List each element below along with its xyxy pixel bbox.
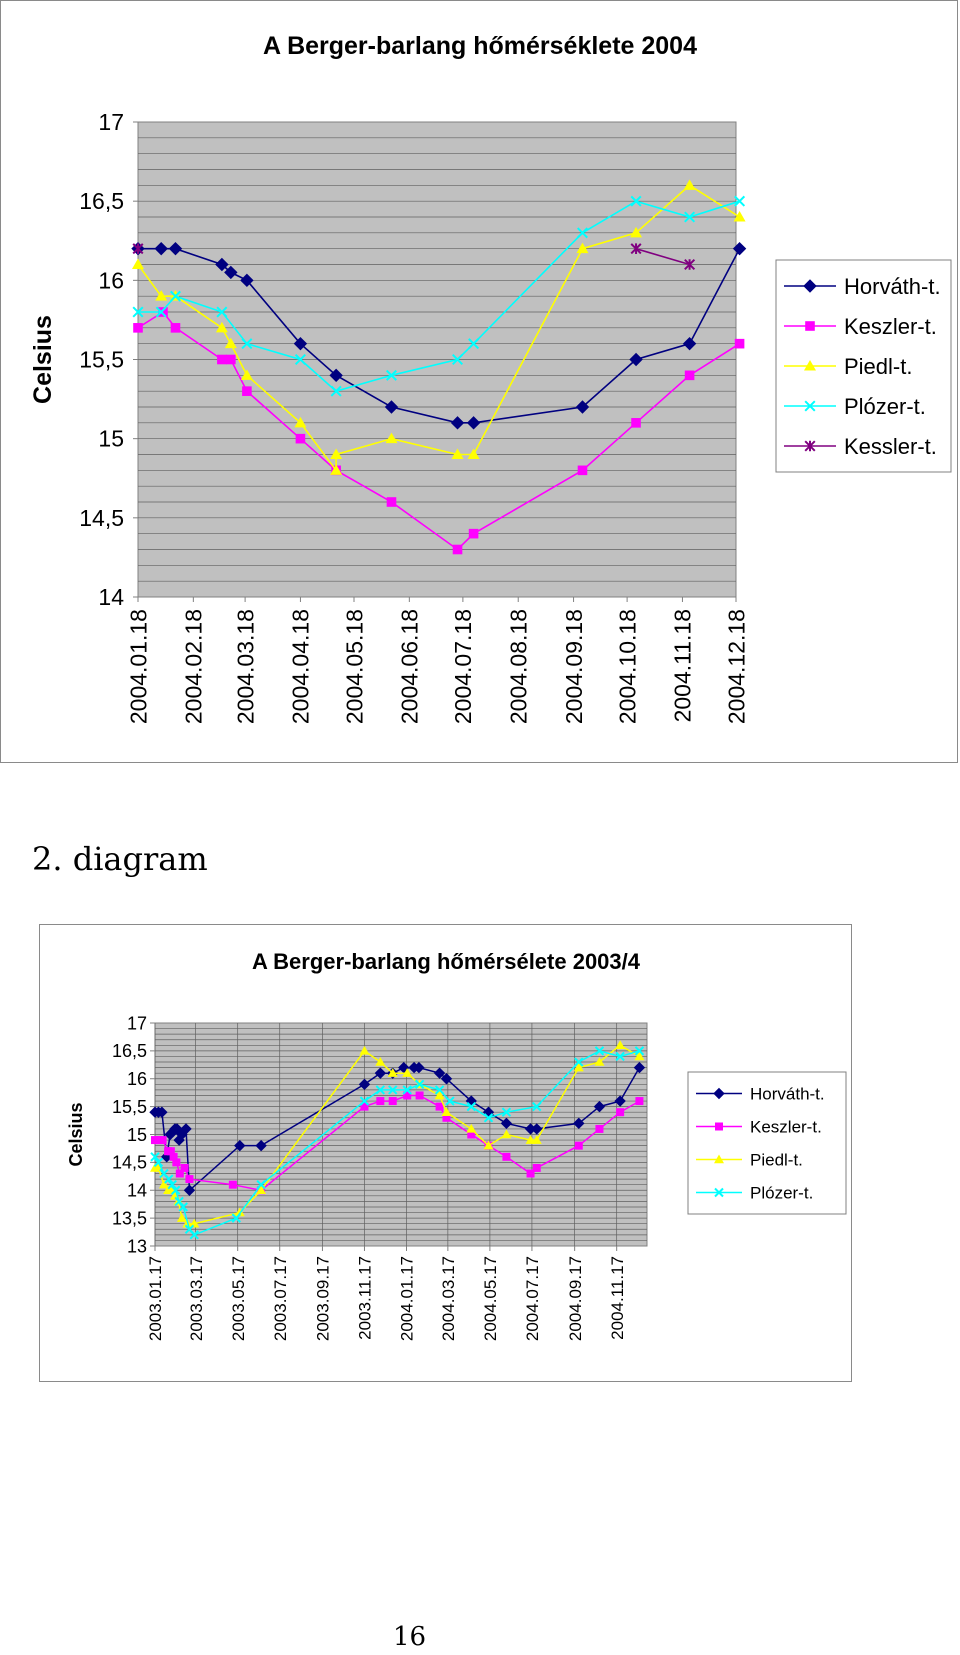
x-tick-label: 2004.09.18 — [560, 609, 587, 725]
data-point — [172, 1158, 180, 1166]
x-tick-label: 2004.07.18 — [450, 609, 477, 725]
y-tick-label: 14,5 — [79, 504, 124, 531]
data-point — [631, 418, 641, 428]
data-point — [171, 323, 181, 333]
x-tick-label: 2003.11.17 — [355, 1256, 375, 1340]
x-tick-label: 2004.11.17 — [607, 1256, 627, 1340]
data-point — [685, 371, 695, 381]
chart-title: A Berger-barlang hőmérséklete 2004 — [263, 32, 697, 60]
data-point — [469, 529, 479, 539]
y-tick-label: 16 — [98, 267, 124, 294]
legend-label: Kessler-t. — [844, 433, 937, 459]
chart-title: A Berger-barlang hőmérsélete 2003/4 — [251, 949, 641, 974]
x-tick-label: 2004.08.18 — [505, 609, 532, 725]
x-axis — [125, 597, 749, 724]
x-tick-label: 2003.05.17 — [228, 1256, 248, 1342]
y-tick-label: 15 — [98, 425, 124, 452]
page-number: 16 — [393, 1622, 427, 1652]
legend — [688, 1072, 846, 1214]
legend-label: Horváth-t. — [750, 1084, 825, 1104]
x-tick-label: 2004.03.17 — [438, 1256, 458, 1342]
data-point — [416, 1091, 424, 1099]
x-tick-label: 2004.12.18 — [723, 609, 750, 725]
legend-label: Horváth-t. — [844, 273, 941, 299]
data-point — [296, 434, 306, 444]
y-tick-label: 16 — [126, 1069, 147, 1090]
legend-label: Keszler-t. — [844, 313, 937, 339]
data-point — [735, 339, 745, 349]
x-tick-label: 2004.11.18 — [669, 609, 696, 723]
legend-label: Plózer-t. — [750, 1183, 814, 1203]
y-axis — [112, 1013, 155, 1256]
y-tick-label: 15,5 — [79, 346, 124, 373]
data-point — [217, 355, 227, 365]
data-point — [387, 497, 397, 507]
x-tick-label: 2004.02.18 — [180, 609, 207, 725]
legend-marker — [805, 321, 815, 331]
legend-label: Keszler-t. — [750, 1117, 822, 1137]
data-point — [533, 1164, 541, 1172]
y-tick-label: 14,5 — [111, 1152, 147, 1173]
data-point — [229, 1181, 237, 1189]
legend-marker — [715, 1123, 723, 1131]
data-point — [453, 545, 463, 555]
data-point — [159, 1136, 167, 1144]
x-tick-label: 2004.01.17 — [397, 1256, 417, 1342]
data-point — [226, 355, 236, 365]
x-axis — [146, 1246, 627, 1341]
y-tick-label: 13 — [126, 1236, 147, 1257]
data-point — [242, 386, 252, 396]
data-point — [575, 1142, 583, 1150]
data-point — [616, 1108, 624, 1116]
data-point — [181, 1164, 189, 1172]
legend-label: Piedl-t. — [750, 1150, 803, 1170]
x-tick-label: 2004.05.17 — [481, 1256, 501, 1342]
x-tick-label: 2004.09.17 — [565, 1256, 585, 1342]
y-tick-label: 15 — [126, 1124, 147, 1145]
figure-caption: 2. diagram — [32, 840, 208, 878]
data-point — [389, 1097, 397, 1105]
chart-2004 — [1, 1, 959, 764]
data-point — [502, 1153, 510, 1161]
chart-2003-2004-frame — [39, 924, 852, 1382]
x-tick-label: 2003.09.17 — [313, 1256, 333, 1342]
y-tick-label: 16,5 — [79, 188, 124, 215]
y-tick-label: 16,5 — [111, 1041, 147, 1062]
y-tick-label: 15,5 — [111, 1096, 147, 1117]
x-tick-label: 2003.03.17 — [186, 1256, 206, 1342]
x-tick-label: 2004.03.18 — [232, 609, 259, 725]
y-axis — [79, 109, 138, 610]
data-point — [578, 466, 588, 476]
y-tick-label: 14 — [126, 1180, 147, 1201]
x-tick-label: 2004.10.18 — [614, 609, 641, 725]
y-tick-label: 13,5 — [111, 1208, 147, 1229]
y-axis-label: Celsius — [29, 315, 57, 404]
data-point — [595, 1125, 603, 1133]
x-tick-label: 2004.01.18 — [125, 609, 152, 725]
data-point — [133, 323, 143, 333]
x-tick-label: 2004.04.18 — [287, 609, 314, 725]
data-point — [185, 1175, 193, 1183]
y-tick-label: 17 — [98, 109, 124, 136]
y-axis-label: Celsius — [66, 1102, 86, 1167]
legend-label: Plózer-t. — [844, 393, 926, 419]
legend — [776, 260, 951, 472]
x-tick-label: 2004.05.18 — [341, 609, 368, 725]
x-tick-label: 2003.01.17 — [146, 1256, 166, 1342]
chart-2003-2004 — [40, 925, 853, 1383]
y-tick-label: 14 — [98, 584, 124, 611]
y-tick-label: 17 — [126, 1013, 147, 1034]
data-point — [376, 1097, 384, 1105]
x-tick-label: 2004.07.17 — [523, 1256, 543, 1342]
x-tick-label: 2004.06.18 — [396, 609, 423, 725]
x-tick-label: 2003.07.17 — [270, 1256, 290, 1342]
legend-label: Piedl-t. — [844, 353, 913, 379]
chart-2004-frame — [0, 0, 958, 763]
data-point — [635, 1097, 643, 1105]
